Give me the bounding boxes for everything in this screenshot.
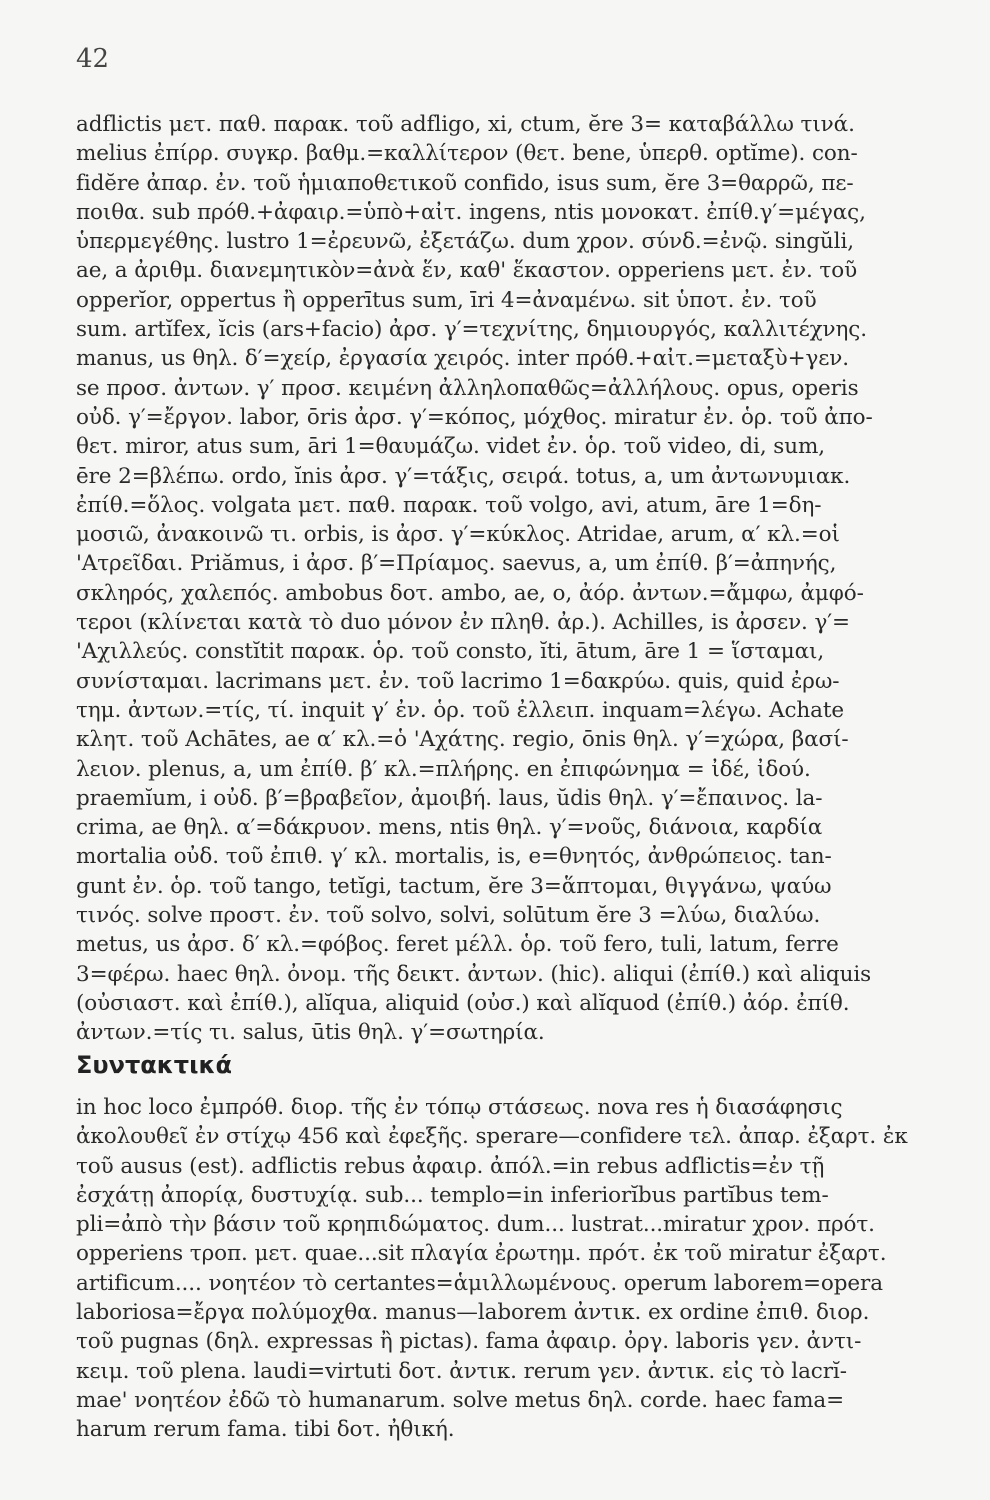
text-line: mortalia οὐδ. τοῦ ἐπιθ. γ′ κλ. mortalis, is, e=θνητός, ἀνθρώπειος. tan- — [76, 844, 832, 870]
text-line: μοσιῶ, ἀνακοινῶ τι. orbis, is ἀρσ. γ′=κύκλος. Atridae, arum, α′ κλ.=οἱ — [76, 522, 840, 548]
text-line: ποιθα. sub πρόθ.+ἀφαιρ.=ὑπὸ+αἰτ. ingens, ntis μονοκατ. ἐπίθ.γ′=μέγας, — [76, 199, 866, 225]
text-line: συνίσταμαι. lacrimans μετ. ἐν. τοῦ lacrimo 1=δακρύω. quis, quid ἐρω- — [76, 668, 840, 694]
text-line: melius ἐπίρρ. συγκρ. βαθμ.=καλλίτερον (θετ. bene, ὑπερθ. optĭme). con- — [76, 141, 858, 167]
text-line: τημ. ἀντων.=τίς, τί. inquit γ′ ἐν. ὁρ. τοῦ ἐλλειπ. inquam=λέγω. Achate — [76, 697, 845, 723]
text-line: sum. artĭfex, ĭcis (ars+facio) ἀρσ. γ′=τεχνίτης, δημιουργός, καλλιτέχνης. — [76, 317, 867, 343]
text-line: κειμ. τοῦ plena. laudi=virtuti δοτ. ἀντικ. rerum γεν. ἀντικ. εἰς τὸ lacrĭ- — [76, 1358, 847, 1384]
text-line: gunt ἐν. ὁρ. τοῦ tango, tetĭgi, tactum, ĕre 3=ἅπτομαι, θιγγάνω, ψαύω — [76, 873, 832, 899]
text-line: praemĭum, i οὐδ. β′=βραβεῖον, ἀμοιβή. laus, ŭdis θηλ. γ′=ἔπαινος. la- — [76, 785, 823, 811]
text-line: ἀντων.=τίς τι. salus, ūtis θηλ. γ′=σωτηρία. — [76, 1020, 545, 1046]
text-line: ἐσχάτῃ ἀπορίᾳ, δυστυχίᾳ. sub... templo=in inferiorĭbus partĭbus tem- — [76, 1182, 829, 1208]
text-line: τοῦ pugnas (δηλ. expressas ἢ pictas). fama ἀφαιρ. ὀργ. laboris γεν. ἀντι- — [76, 1329, 862, 1355]
text-line: 3=φέρω. haec θηλ. ὀνομ. τῆς δεικτ. ἀντων. (hic). aliqui (ἐπίθ.) καὶ aliquis — [76, 961, 872, 987]
text-line: ἐπίθ.=ὅλος. volgata μετ. παθ. παρακ. τοῦ volgo, avi, atum, āre 1=δη- — [76, 492, 822, 518]
text-line: ēre 2=βλέπω. ordo, ĭnis ἀρσ. γ′=τάξις, σειρά. totus, a, um ἀντωνυμιακ. — [76, 463, 851, 489]
text-line: 'Ατρεῖδαι. Priămus, i ἀρσ. β′=Πρίαμος. saevus, a, um ἐπίθ. β′=ἀπηνής, — [76, 551, 837, 577]
text-line: artificum.... νοητέον τὸ certantes=ἁμιλλωμένους. operum laborem=opera — [76, 1270, 883, 1296]
text-line: adflictis μετ. παθ. παρακ. τοῦ adfligo, xi, ctum, ĕre 3= καταβάλλω τινά. — [76, 112, 855, 137]
text-line: in hoc loco ἐμπρόθ. διορ. τῆς ἐν τόπῳ στάσεως. nova res ἡ διασάφησις — [76, 1095, 843, 1120]
text-line: manus, us θηλ. δ′=χείρ, ἐργασία χειρός. inter πρόθ.+αἰτ.=μεταξὺ+γεν. — [76, 346, 850, 372]
text-line: laboriosa=ἔργα πολύμοχθα. manus—laborem ἀντικ. ex ordine ἐπιθ. διορ. — [76, 1300, 870, 1326]
text-line: τινός. solve προστ. ἐν. τοῦ solvo, solvi, solūtum ĕre 3 =λύω, διαλύω. — [76, 903, 821, 929]
text-line: se προσ. ἀντων. γ′ προσ. κειμένη ἀλληλοπαθῶς=ἀλλήλους. opus, operis — [76, 375, 859, 401]
text-line: crima, ae θηλ. α′=δάκρυον. mens, ntis θηλ. γ′=νοῦς, διάνοια, καρδία — [76, 815, 823, 841]
text-line: fidĕre ἀπαρ. ἐν. τοῦ ἡμιαποθετικοῦ confido, isus sum, ĕre 3=θαρρῶ, πε- — [76, 170, 854, 196]
page-number: 42 — [76, 44, 110, 74]
text-line: mae' νοητέον ἐδῶ τὸ humanarum. solve metus δηλ. corde. haec fama= — [76, 1387, 845, 1413]
section-heading: Συντακτικά — [76, 1051, 233, 1079]
text-line: pli=ἀπὸ τὴν βάσιν τοῦ κρηπιδώματος. dum... lustrat...miratur χρον. πρότ. — [76, 1212, 875, 1238]
text-line: οὐδ. γ′=ἔργον. labor, ōris ἀρσ. γ′=κόπος, μόχθος. miratur ἐν. ὁρ. τοῦ ἀπο- — [76, 404, 873, 430]
text-line: τοῦ ausus (est). adflictis rebus ἀφαιρ. ἀπόλ.=in rebus adflictis=ἐν τῇ — [76, 1153, 825, 1179]
text-line: τεροι (κλίνεται κατὰ τὸ duo μόνον ἐν πληθ. ἀρ.). Achilles, is ἀρσεν. γ′= — [76, 610, 850, 636]
text-line: ἀκολουθεῖ ἐν στίχῳ 456 καὶ ἐφεξῆς. sperare—confidere τελ. ἀπαρ. ἐξαρτ. ἐκ — [76, 1124, 908, 1150]
text-line: 'Αχιλλεύς. constĭtit παρακ. ὁρ. τοῦ consto, ĭti, ātum, āre 1 = ἵσταμαι, — [76, 639, 825, 665]
text-line: ὑπερμεγέθης. lustro 1=ἐρευνῶ, ἐξετάζω. dum χρον. σύνδ.=ἐνῷ. singŭli, — [76, 229, 854, 255]
text-line: (οὐσιαστ. καὶ ἐπίθ.), alĭqua, aliquid (οὐσ.) καὶ alĭquod (ἐπίθ.) ἀόρ. ἐπίθ. — [76, 990, 850, 1016]
text-line: opperĭor, oppertus ἢ opperītus sum, īri 4=ἀναμένω. sit ὑποτ. ἐν. τοῦ — [76, 287, 817, 313]
text-line: κλητ. τοῦ Achātes, ae α′ κλ.=ὁ 'Αχάτης. regio, ōnis θηλ. γ′=χώρα, βασί- — [76, 727, 849, 753]
syntax-notes — [76, 1093, 970, 1445]
text-line: metus, us ἀρσ. δ′ κλ.=φόβος. feret μέλλ. ὁρ. τοῦ fero, tuli, latum, ferre — [76, 932, 839, 958]
text-line: σκληρός, χαλεπός. ambobus δοτ. ambo, ae, o, ἀόρ. ἀντων.=ἄμφω, ἀμφό- — [76, 580, 864, 606]
text-line: harum rerum fama. tibi δοτ. ἠθική. — [76, 1417, 455, 1443]
text-line: ae, a ἀριθμ. διανεμητικὸν=ἀνὰ ἕν, καθ' ἕκαστον. opperiens μετ. ἐν. τοῦ — [76, 258, 858, 284]
glossary-text — [76, 110, 970, 1048]
text-line: θετ. miror, atus sum, āri 1=θαυμάζω. videt ἐν. ὁρ. τοῦ video, di, sum, — [76, 434, 825, 460]
text-line: opperiens τροπ. μετ. quae...sit πλαγία ἐρωτημ. πρότ. ἐκ τοῦ miratur ἐξαρτ. — [76, 1241, 887, 1267]
text-line: λειον. plenus, a, um ἐπίθ. β′ κλ.=πλήρης. en ἐπιφώνημα = ἰδέ, ἰδού. — [76, 756, 811, 782]
